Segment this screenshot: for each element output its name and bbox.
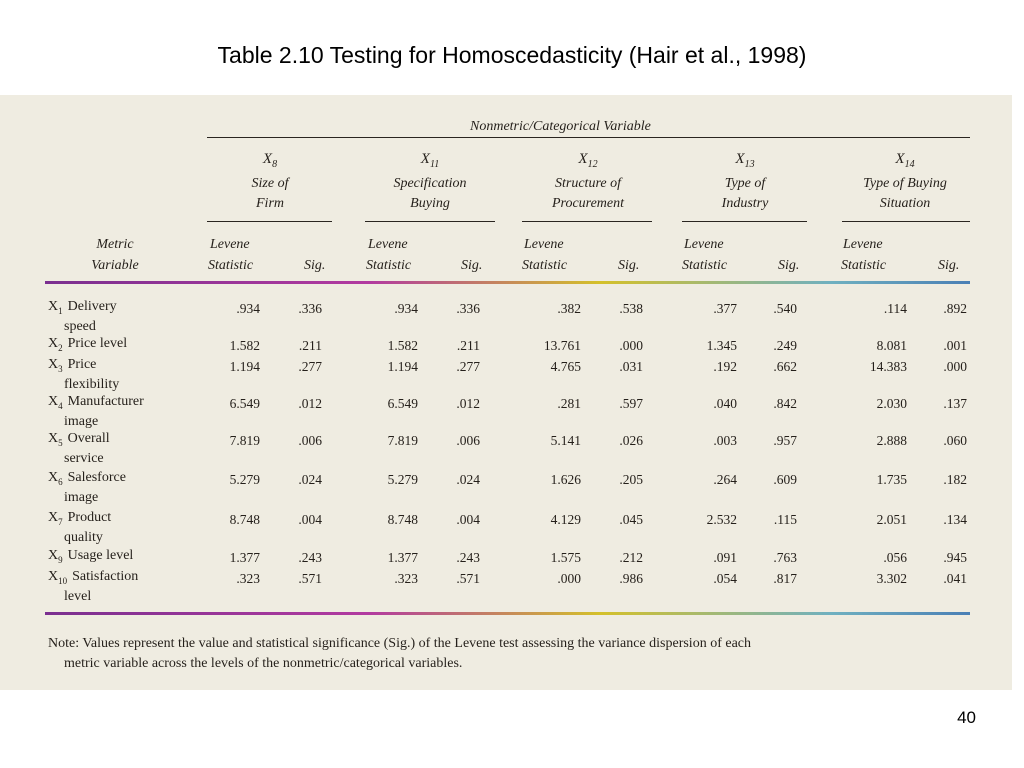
table-cell: .842 bbox=[773, 396, 797, 411]
row-label-line2: service bbox=[64, 450, 104, 466]
metric-header-line2: Variable bbox=[91, 258, 139, 273]
nonmetric-var-desc-1-0: Specification bbox=[393, 176, 467, 191]
table-cell: .934 bbox=[236, 301, 260, 316]
table-cell: .571 bbox=[298, 571, 322, 586]
row-label-line2: image bbox=[64, 413, 99, 429]
table-cell: 2.532 bbox=[706, 512, 737, 527]
row-subscript: 9 bbox=[58, 554, 63, 565]
row-label-line2: speed bbox=[64, 318, 96, 334]
header-separator bbox=[45, 281, 970, 284]
row-label-line2: flexibility bbox=[64, 376, 120, 392]
table-cell: .024 bbox=[456, 472, 480, 487]
table-cell: 8.081 bbox=[876, 338, 907, 353]
table-cell: .277 bbox=[456, 359, 480, 374]
table-cell: .934 bbox=[394, 301, 418, 316]
table-cell: 5.279 bbox=[229, 472, 260, 487]
table-cell: 8.748 bbox=[229, 512, 260, 527]
table-cell: 2.051 bbox=[876, 512, 907, 527]
table-cell: 7.819 bbox=[387, 433, 418, 448]
table-cell: 2.888 bbox=[876, 433, 907, 448]
table-cell: .211 bbox=[298, 338, 322, 353]
statistic-label: Statistic bbox=[208, 258, 254, 273]
table-cell: .041 bbox=[943, 571, 967, 586]
table-cell: .004 bbox=[298, 512, 322, 527]
statistic-label: Statistic bbox=[841, 258, 887, 273]
group-rule-1 bbox=[365, 221, 495, 222]
row-symbol: X bbox=[48, 470, 59, 485]
table-cell: .377 bbox=[713, 301, 737, 316]
table-cell: 6.549 bbox=[387, 396, 418, 411]
table-cell: .662 bbox=[773, 359, 797, 374]
table-cell: 1.377 bbox=[229, 550, 260, 565]
table-cell: .323 bbox=[236, 571, 260, 586]
table-cell: .006 bbox=[456, 433, 480, 448]
sig-label: Sig. bbox=[304, 258, 326, 273]
group-rule-3 bbox=[682, 221, 807, 222]
table-cell: .054 bbox=[713, 571, 737, 586]
table-note bbox=[48, 634, 978, 674]
levene-label: Levene bbox=[524, 237, 564, 252]
sig-label: Sig. bbox=[461, 258, 483, 273]
table-cell: 1.626 bbox=[550, 472, 581, 487]
table-cell: .211 bbox=[456, 338, 480, 353]
table-cell: 1.377 bbox=[387, 550, 418, 565]
row-label bbox=[48, 357, 119, 393]
levene-label: Levene bbox=[210, 237, 250, 252]
sig-label: Sig. bbox=[778, 258, 800, 273]
levene-label: Levene bbox=[684, 237, 724, 252]
row-label-line2: quality bbox=[64, 529, 103, 545]
var-symbol: X bbox=[420, 151, 430, 167]
row-label-line1: Overall bbox=[67, 431, 110, 446]
footer-separator bbox=[45, 612, 970, 615]
table-cell: .243 bbox=[298, 550, 322, 565]
table-cell: .540 bbox=[773, 301, 797, 316]
group-rule-0 bbox=[207, 221, 332, 222]
nonmetric-var-desc-4-0: Type of Buying bbox=[863, 176, 947, 191]
nonmetric-var-desc-0-1: Firm bbox=[256, 196, 284, 211]
nonmetric-var-desc-3-0: Type of bbox=[724, 176, 766, 191]
statistic-label: Statistic bbox=[522, 258, 568, 273]
row-subscript: 7 bbox=[58, 516, 63, 527]
row-label bbox=[48, 431, 110, 467]
nonmetric-var-desc-1-1: Buying bbox=[410, 196, 450, 211]
var-subscript: 11 bbox=[429, 159, 440, 170]
table-cell: .192 bbox=[713, 359, 737, 374]
row-symbol: X bbox=[48, 569, 59, 584]
note-line1: Note: Values represent the value and statistical significance (Sig.) of the Levene test assessing the variance dispersion of each bbox=[48, 636, 752, 651]
var-symbol: X bbox=[262, 151, 273, 167]
row-symbol: X bbox=[48, 548, 59, 563]
table-cell: .892 bbox=[943, 301, 967, 316]
sig-label: Sig. bbox=[938, 258, 960, 273]
table-cell: 14.383 bbox=[869, 359, 907, 374]
table-cell: 5.279 bbox=[387, 472, 418, 487]
nonmetric-var-4 bbox=[855, 152, 955, 170]
nonmetric-var-0 bbox=[220, 152, 320, 170]
table-cell: .056 bbox=[883, 550, 907, 565]
table-cell: .045 bbox=[619, 512, 643, 527]
levene-label: Levene bbox=[368, 237, 408, 252]
table-cell: .012 bbox=[298, 396, 322, 411]
row-label-line2: level bbox=[64, 588, 92, 604]
table-cell: .249 bbox=[773, 338, 797, 353]
row-subscript: 1 bbox=[58, 305, 63, 316]
row-symbol: X bbox=[48, 394, 59, 409]
statistic-label: Statistic bbox=[366, 258, 412, 273]
metric-header-line1: Metric bbox=[96, 237, 134, 252]
table-cell: .024 bbox=[298, 472, 322, 487]
row-label bbox=[48, 548, 133, 568]
statistic-label: Statistic bbox=[682, 258, 728, 273]
row-label bbox=[48, 394, 144, 430]
sig-label: Sig. bbox=[618, 258, 640, 273]
table-cell: .000 bbox=[619, 338, 643, 353]
table-cell: 6.549 bbox=[229, 396, 260, 411]
table-cell: 3.302 bbox=[876, 571, 907, 586]
top-rule bbox=[207, 137, 970, 138]
var-subscript: 12 bbox=[587, 159, 598, 170]
row-subscript: 2 bbox=[58, 342, 63, 353]
nonmetric-var-desc-2-1: Procurement bbox=[551, 196, 625, 211]
row-label-line1: Manufacturer bbox=[67, 394, 144, 409]
table-cell: .212 bbox=[619, 550, 643, 565]
table-cell: .137 bbox=[943, 396, 967, 411]
table-cell: .281 bbox=[557, 396, 581, 411]
table-cell: .817 bbox=[773, 571, 797, 586]
table-cell: 1.194 bbox=[387, 359, 418, 374]
row-symbol: X bbox=[48, 299, 59, 314]
row-label bbox=[48, 336, 127, 356]
slide-title: Table 2.10 Testing for Homoscedasticity (Hair et al., 1998) bbox=[217, 42, 807, 68]
nonmetric-var-desc-4-1: Situation bbox=[879, 196, 931, 211]
row-symbol: X bbox=[48, 431, 59, 446]
table-cell: .001 bbox=[943, 338, 967, 353]
table-cell: 5.141 bbox=[550, 433, 581, 448]
table-cell: .026 bbox=[619, 433, 643, 448]
table-cell: .336 bbox=[298, 301, 322, 316]
row-label bbox=[48, 470, 126, 506]
table-cell: .264 bbox=[713, 472, 737, 487]
table-cell: .609 bbox=[773, 472, 797, 487]
table-cell: .031 bbox=[619, 359, 643, 374]
var-subscript: 14 bbox=[904, 159, 915, 170]
table-cell: .040 bbox=[713, 396, 737, 411]
table-cell: .571 bbox=[456, 571, 480, 586]
table-cell: 1.194 bbox=[229, 359, 260, 374]
row-subscript: 6 bbox=[58, 476, 63, 487]
group-header: Nonmetric/Categorical Variable bbox=[470, 119, 651, 134]
table-cell: .114 bbox=[883, 301, 907, 316]
table-cell: .000 bbox=[943, 359, 967, 374]
row-label bbox=[48, 299, 117, 335]
table-cell: 2.030 bbox=[876, 396, 907, 411]
row-label-line1: Product bbox=[67, 510, 112, 525]
table-cell: 1.735 bbox=[876, 472, 907, 487]
table-cell: 1.345 bbox=[706, 338, 737, 353]
table-cell: .091 bbox=[713, 550, 737, 565]
scanned-table bbox=[0, 95, 1012, 690]
table-cell: .323 bbox=[394, 571, 418, 586]
table-cell: .060 bbox=[943, 433, 967, 448]
table-cell: 7.819 bbox=[229, 433, 260, 448]
var-symbol: X bbox=[735, 151, 745, 167]
row-subscript: 3 bbox=[58, 363, 63, 374]
group-rule-4 bbox=[842, 221, 970, 222]
table-cell: .134 bbox=[943, 512, 967, 527]
table-cell: 1.582 bbox=[387, 338, 418, 353]
nonmetric-var-2 bbox=[538, 152, 638, 170]
nonmetric-var-desc-0-0: Size of bbox=[251, 176, 289, 191]
table-cell: .004 bbox=[456, 512, 480, 527]
var-subscript: 8 bbox=[272, 159, 278, 170]
nonmetric-var-desc-3-1: Industry bbox=[721, 196, 769, 211]
var-symbol: X bbox=[895, 151, 905, 167]
table-cell: .957 bbox=[773, 433, 797, 448]
group-rule-2 bbox=[522, 221, 652, 222]
row-label-line1: Satisfaction bbox=[72, 569, 139, 584]
row-symbol: X bbox=[48, 510, 59, 525]
table-cell: .205 bbox=[619, 472, 643, 487]
row-label-line1: Delivery bbox=[67, 299, 117, 314]
table-cell: 4.765 bbox=[550, 359, 581, 374]
table-cell: .006 bbox=[298, 433, 322, 448]
table-cell: 1.582 bbox=[229, 338, 260, 353]
table-cell: 4.129 bbox=[550, 512, 581, 527]
row-subscript: 5 bbox=[58, 437, 63, 448]
table-cell: .597 bbox=[619, 396, 643, 411]
table-cell: 13.761 bbox=[543, 338, 581, 353]
table-cell: .003 bbox=[713, 433, 737, 448]
note-line2: metric variable across the levels of the nonmetric/categorical variables. bbox=[64, 656, 463, 671]
table-cell: .986 bbox=[619, 571, 643, 586]
row-label bbox=[48, 510, 111, 546]
row-label-line1: Usage level bbox=[67, 548, 134, 563]
table-cell: .182 bbox=[943, 472, 967, 487]
row-symbol: X bbox=[48, 357, 59, 372]
table-cell: .945 bbox=[943, 550, 967, 565]
row-subscript: 4 bbox=[58, 400, 63, 411]
table-cell: .000 bbox=[557, 571, 581, 586]
row-label-line1: Price bbox=[67, 357, 97, 372]
nonmetric-var-1 bbox=[380, 152, 480, 170]
row-symbol: X bbox=[48, 336, 59, 351]
table-cell: .012 bbox=[456, 396, 480, 411]
row-label bbox=[48, 569, 138, 605]
var-symbol: X bbox=[578, 151, 588, 167]
table-cell: .382 bbox=[557, 301, 581, 316]
table-cell: .763 bbox=[773, 550, 797, 565]
var-subscript: 13 bbox=[744, 159, 755, 170]
row-label-line1: Salesforce bbox=[67, 470, 126, 485]
levene-label: Levene bbox=[843, 237, 883, 252]
nonmetric-var-desc-2-0: Structure of bbox=[555, 176, 621, 191]
table-cell: 1.575 bbox=[550, 550, 581, 565]
row-label-line1: Price level bbox=[67, 336, 128, 351]
row-label-line2: image bbox=[64, 489, 99, 505]
table-cell: .336 bbox=[456, 301, 480, 316]
table-cell: .115 bbox=[773, 512, 797, 527]
table-cell: .243 bbox=[456, 550, 480, 565]
table-cell: .538 bbox=[619, 301, 643, 316]
page-number: 40 bbox=[957, 708, 976, 727]
nonmetric-var-3 bbox=[695, 152, 795, 170]
row-subscript: 10 bbox=[58, 575, 68, 586]
table-cell: .277 bbox=[298, 359, 322, 374]
table-cell: 8.748 bbox=[387, 512, 418, 527]
